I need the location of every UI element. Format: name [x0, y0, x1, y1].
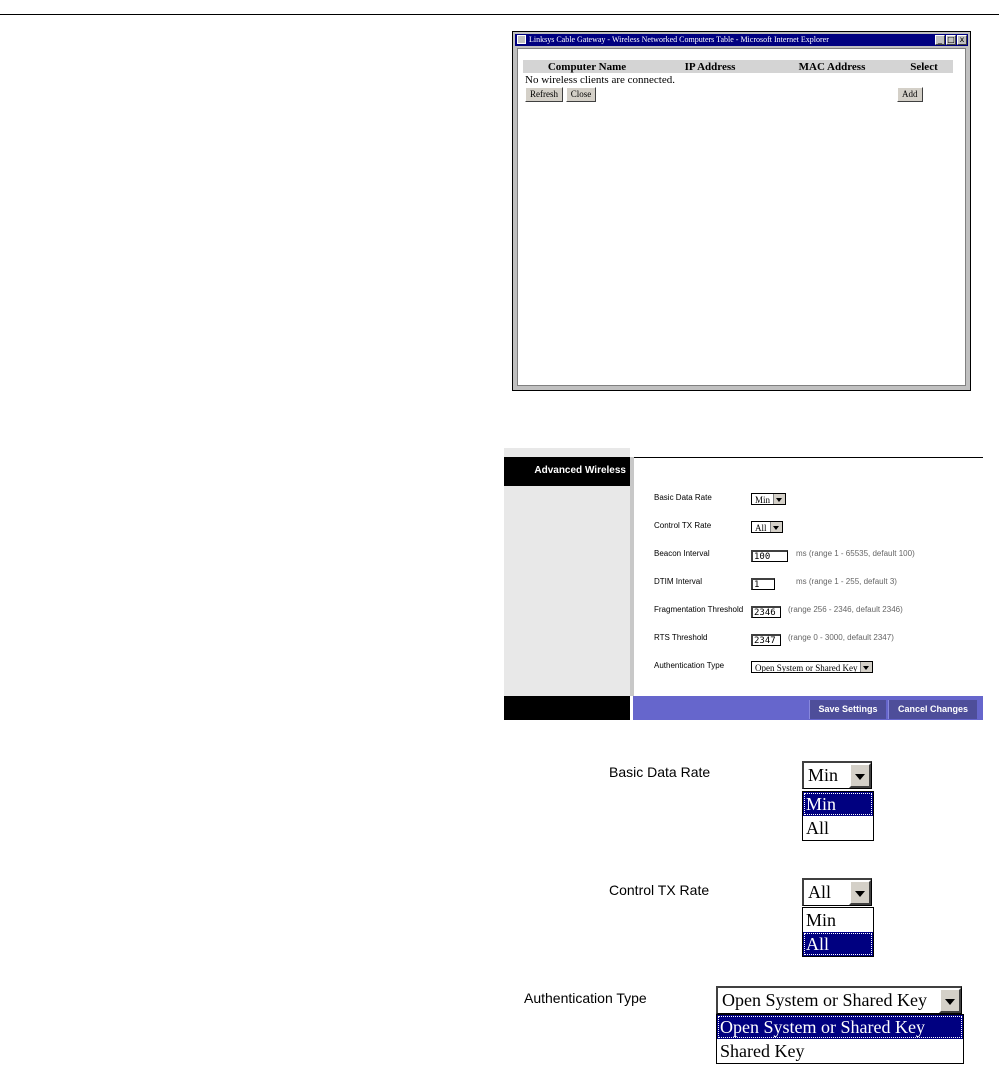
dtim-input[interactable]: 1 — [751, 578, 775, 590]
cancel-changes-button[interactable]: Cancel Changes — [888, 700, 977, 719]
col-ip-address: IP Address — [651, 60, 769, 73]
beacon-label: Beacon Interval — [654, 549, 710, 558]
window-content — [517, 48, 966, 386]
beacon-hint: ms (range 1 - 65535, default 100) — [796, 549, 915, 558]
rts-label: RTS Threshold — [654, 633, 708, 642]
chevron-down-icon — [939, 988, 961, 1013]
col-computer-name: Computer Name — [523, 60, 651, 73]
zoom-auth-label: Authentication Type — [524, 990, 647, 1006]
col-select: Select — [895, 60, 953, 73]
zoom-control-tx-label: Control TX Rate — [609, 882, 710, 898]
wireless-clients-window — [512, 31, 971, 391]
zoom-auth-options — [716, 1014, 964, 1064]
table-header-row — [523, 60, 953, 73]
section-header — [504, 457, 630, 486]
control-tx-select[interactable]: All — [751, 521, 783, 533]
left-column — [504, 448, 630, 720]
chevron-down-icon — [849, 763, 871, 788]
left-footer — [504, 696, 630, 720]
auth-select[interactable]: Open System or Shared Key — [751, 661, 873, 673]
rts-hint: (range 0 - 3000, default 2347) — [788, 633, 894, 642]
window-title: Linksys Cable Gateway - Wireless Networked Computers Table - Microsoft Internet Explorer — [529, 35, 829, 44]
action-bar — [633, 696, 983, 720]
option-all[interactable]: All — [806, 818, 830, 838]
zoom-control-tx-value: All — [808, 882, 832, 902]
settings-form — [634, 457, 983, 697]
chevron-down-icon — [849, 880, 871, 905]
advanced-wireless-panel — [504, 448, 983, 720]
maximize-button[interactable]: □ — [947, 35, 955, 44]
option-all[interactable]: All — [803, 932, 873, 956]
zoom-basic-rate-select[interactable] — [802, 761, 872, 789]
dtim-hint: ms (range 1 - 255, default 3) — [796, 577, 897, 586]
option-min[interactable]: Min — [806, 910, 837, 930]
zoom-basic-rate-label: Basic Data Rate — [609, 764, 711, 780]
zoom-control-tx-select[interactable] — [802, 878, 872, 906]
window-titlebar[interactable] — [515, 34, 968, 46]
frag-input[interactable]: 2346 — [751, 606, 781, 618]
table-row — [523, 73, 953, 86]
basic-rate-label: Basic Data Rate — [654, 493, 712, 502]
zoom-auth-value: Open System or Shared Key — [722, 990, 927, 1010]
basic-rate-select[interactable]: Min — [751, 493, 786, 505]
zoom-control-tx-options — [802, 907, 874, 957]
add-button[interactable]: Add — [897, 87, 923, 102]
section-title: Advanced Wireless — [534, 465, 626, 476]
save-settings-button[interactable]: Save Settings — [809, 700, 886, 719]
rts-input[interactable]: 2347 — [751, 634, 781, 646]
close-window-button[interactable]: x — [957, 35, 967, 45]
chevron-down-icon — [860, 662, 872, 672]
zoom-basic-rate-value: Min — [808, 765, 839, 785]
dtim-label: DTIM Interval — [654, 577, 703, 586]
col-mac-address: MAC Address — [769, 60, 895, 73]
wireless-clients-table — [523, 60, 953, 102]
option-open-system-or-shared-key[interactable]: Open System or Shared Key — [717, 1015, 963, 1039]
zoom-auth-select[interactable] — [716, 986, 962, 1014]
chevron-down-icon — [773, 494, 785, 504]
zoom-basic-rate-options — [802, 791, 874, 841]
minimize-button[interactable]: _ — [935, 35, 945, 45]
frag-hint: (range 256 - 2346, default 2346) — [788, 605, 903, 614]
option-shared-key[interactable]: Shared Key — [720, 1041, 805, 1061]
top-rule — [0, 14, 999, 15]
chevron-down-icon — [770, 522, 782, 532]
option-min[interactable]: Min — [803, 792, 873, 816]
control-tx-label: Control TX Rate — [654, 521, 712, 530]
close-button[interactable]: Close — [566, 87, 597, 102]
auth-label: Authentication Type — [654, 661, 725, 670]
ie-logo-icon — [517, 35, 526, 44]
refresh-button[interactable]: Refresh — [525, 87, 563, 102]
table-actions-row — [523, 86, 953, 102]
frag-label: Fragmentation Threshold — [654, 605, 744, 614]
beacon-input[interactable]: 100 — [751, 550, 788, 562]
empty-message: No wireless clients are connected. — [525, 73, 675, 86]
